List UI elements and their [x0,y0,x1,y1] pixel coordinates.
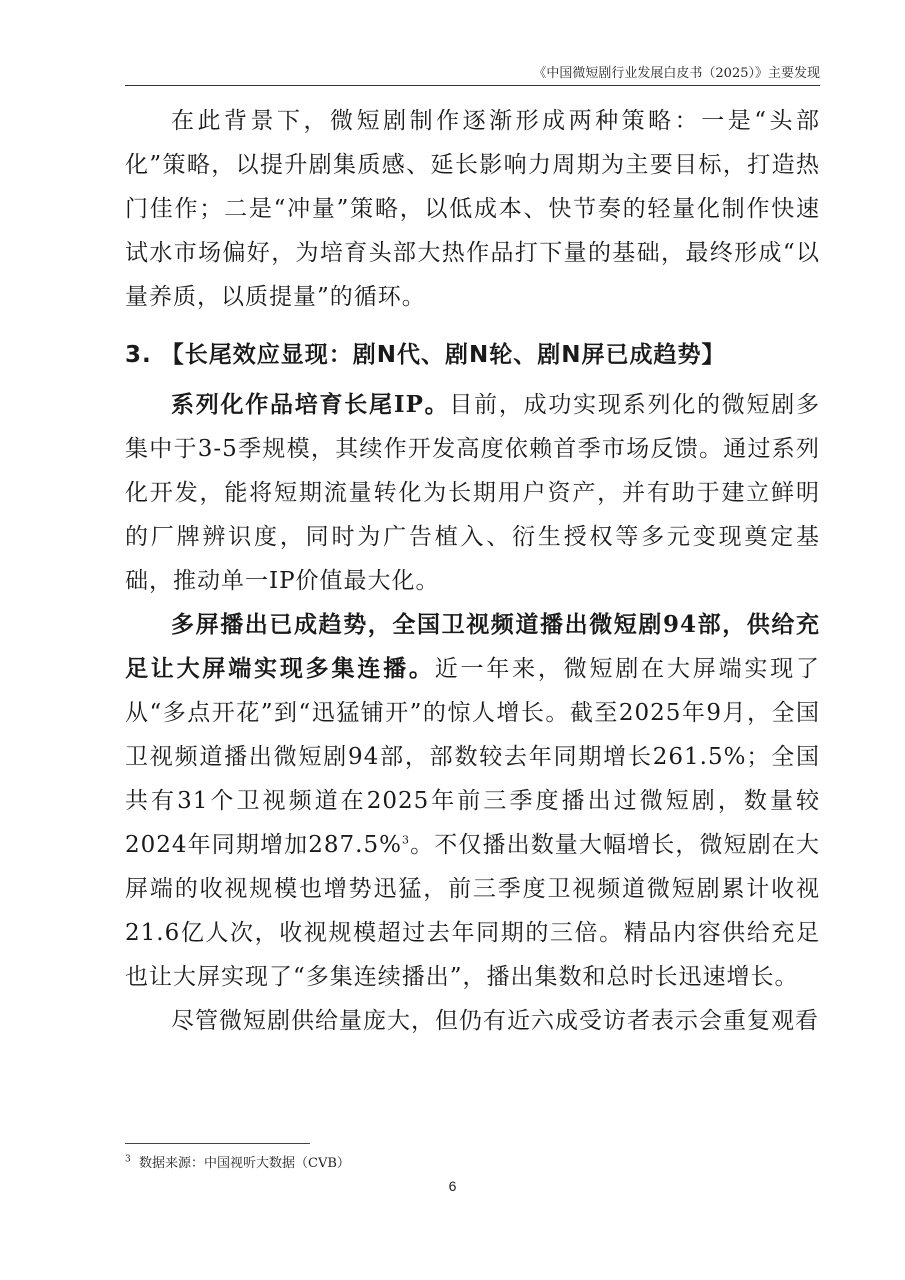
paragraph-series-ip [125,383,820,603]
paragraph-multiscreen [125,603,820,999]
footnote [125,1152,350,1171]
paragraph-multiscreen-text: 近一年来，微短剧在大屏端实现了从“多点开花”到“迅猛铺开”的惊人增长。截至2025年9月，全国卫视频道播出微短剧94部，部数较去年同期增长261.5%；全国共有31个卫视频道在2025年前三季度播出过微短剧，数量较2024年同期增加287.5% [125,656,821,858]
paragraph-repeat-viewing: 尽管微短剧供给量庞大，但仍有近六成受访者表示会重复观看 [171,1008,819,1034]
paragraph-multiscreen-lead: 多屏播出已成趋势，全国卫视频道播出微短剧94部，供给充足让大屏端实现多集连播。 [125,611,820,682]
footnote-rule [125,1143,310,1144]
footnote-text: 数据来源：中国视听大数据（CVB） [139,1156,350,1171]
body-text [125,99,820,1043]
paragraph-strategies: 在此背景下，微短剧制作逐渐形成两种策略：一是“头部化”策略，以提升剧集质感、延长影响力周期为主要目标，打造热门佳作；二是“冲量”策略，以低成本、快节奏的轻量化制作快速试水市场偏好，为培育头部大热作品打下量的基础，最终形成“以量养质，以质提量”的循环。 [125,108,820,310]
paragraph-multiscreen-text-cont: 。不仅播出数量大幅增长，微短剧在大屏端的收视规模也增势迅猛，前三季度卫视频道微短剧累计收视21.6亿人次，收视规模超过去年同期的三倍。精品内容供给充足也让大屏实现了“多集连续播出”，播出集数和总时长迅速增长。 [125,832,821,990]
paragraph-series-ip-lead: 系列化作品培育长尾IP。 [171,391,450,418]
running-header: 《中国微短剧行业发展白皮书（2025）》主要发现 [533,66,820,81]
footnote-marker: 3 [125,1154,131,1165]
page-number: 6 [448,1178,457,1194]
paragraph-series-ip-text: 目前，成功实现系列化的微短剧多集中于3-5季规模，其续作开发高度依赖首季市场反馈。通过系列化开发，能将短期流量转化为长期用户资产，并有助于建立鲜明的厂牌辨识度，同时为广告植入、衍生授权等多元变现奠定基础，推动单一IP价值最大化。 [125,392,820,594]
header-rule [125,85,820,86]
section-heading: 3. 【长尾效应显现：剧N代、剧N轮、剧N屏已成趋势】 [125,342,726,368]
footnote-reference: 3 [401,833,410,847]
